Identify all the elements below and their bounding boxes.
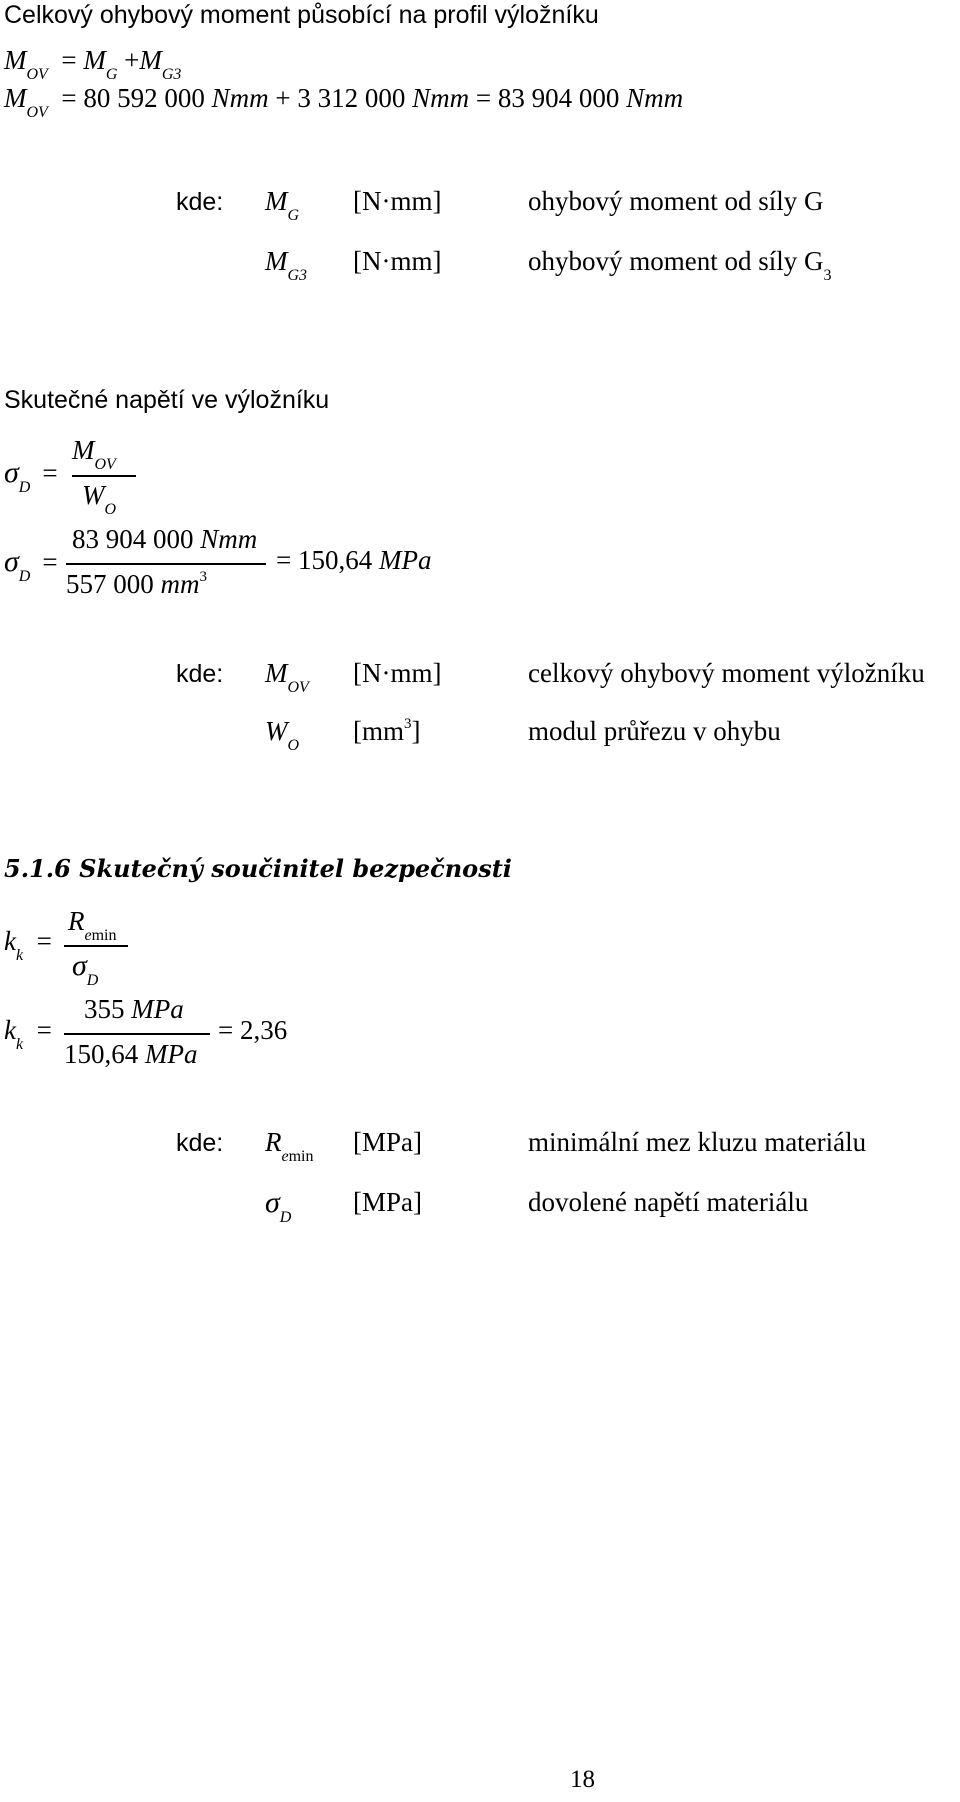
legend-symbol-mg: $M_G$ <box>265 186 300 224</box>
section-heading-safety-factor: 5.1.6 Skutečný součinitel bezpečnosti <box>4 854 512 883</box>
legend-desc-mov: celkový ohybový moment výložníku <box>528 658 925 688</box>
legend-unit-remin: [MPa] <box>353 1127 422 1157</box>
legend-unit-mg3: [N·mm] <box>353 246 442 276</box>
legend-symbol-remin: $R_{emin}$ <box>265 1127 314 1165</box>
legend-kde-label: kde: <box>176 660 224 688</box>
fraction-numerator-remin: $R_{emin}$ <box>68 906 117 944</box>
legend-desc-mg: ohybový moment od síly G <box>528 186 824 216</box>
legend-symbol-sigmad: σD <box>265 1186 292 1226</box>
page-number: 18 <box>570 1766 595 1793</box>
legend-desc-sigmad: dovolené napětí materiálu <box>528 1187 809 1217</box>
legend-unit-sigmad: [MPa] <box>353 1187 422 1217</box>
equation-safety-symbolic-lhs: $k_k$ = <box>4 926 52 964</box>
equation-safety-numeric-lhs: $k_k$ = <box>4 1015 52 1053</box>
fraction-bar <box>66 563 266 565</box>
equation-stress-symbolic-lhs: σD = <box>4 456 58 496</box>
section-title-stress: Skutečné napětí ve výložníku <box>4 386 330 414</box>
equation-stress-result: = 150,64 MPa <box>276 545 432 575</box>
legend-symbol-mov: $M_{OV}$ <box>265 658 309 696</box>
fraction-bar <box>64 1033 210 1035</box>
fraction-denominator-15064: 150,64 MPa <box>64 1039 198 1069</box>
section-title-bending-moment: Celkový ohybový moment působící na profil výložníku <box>4 1 599 29</box>
fraction-denominator-wo: $W_O$ <box>82 480 117 518</box>
fraction-bar <box>64 945 128 947</box>
legend-desc-mg3: ohybový moment od síly $G_3$ <box>528 246 832 284</box>
fraction-numerator-mov: $M_{OV}$ <box>72 435 116 473</box>
legend-unit-mg: [N·mm] <box>353 186 442 216</box>
equation-moment-values: $M_{OV} = 80$ 592 000 Nmm + 3 312 000 Nmm = 83 904 000 Nmm <box>4 83 684 121</box>
equation-stress-numeric-lhs: σD = <box>4 545 58 585</box>
equation-moment-sum: $M_{OV} = M_G +M_{G3}$ <box>4 45 182 83</box>
legend-unit-wo: $[mm^3]$ <box>353 716 421 746</box>
equation-safety-result: = 2,36 <box>218 1015 288 1045</box>
fraction-numerator-value: 83 904 000 Nmm <box>72 524 258 554</box>
legend-symbol-wo: $W_O$ <box>265 716 300 754</box>
legend-unit-mov: [N·mm] <box>353 658 442 688</box>
legend-desc-wo: modul průřezu v ohybu <box>528 716 781 746</box>
fraction-denominator-sigmad: σD <box>72 949 99 989</box>
fraction-denominator-value: 557 000 $mm^3$ <box>66 569 207 599</box>
legend-kde-label: kde: <box>176 1129 224 1157</box>
fraction-bar <box>72 475 136 477</box>
legend-symbol-mg3: $M_{G3}$ <box>265 246 308 284</box>
fraction-numerator-355: 355 MPa <box>84 994 184 1024</box>
legend-desc-remin: minimální mez kluzu materiálu <box>528 1127 867 1157</box>
legend-kde-label: kde: <box>176 188 224 216</box>
